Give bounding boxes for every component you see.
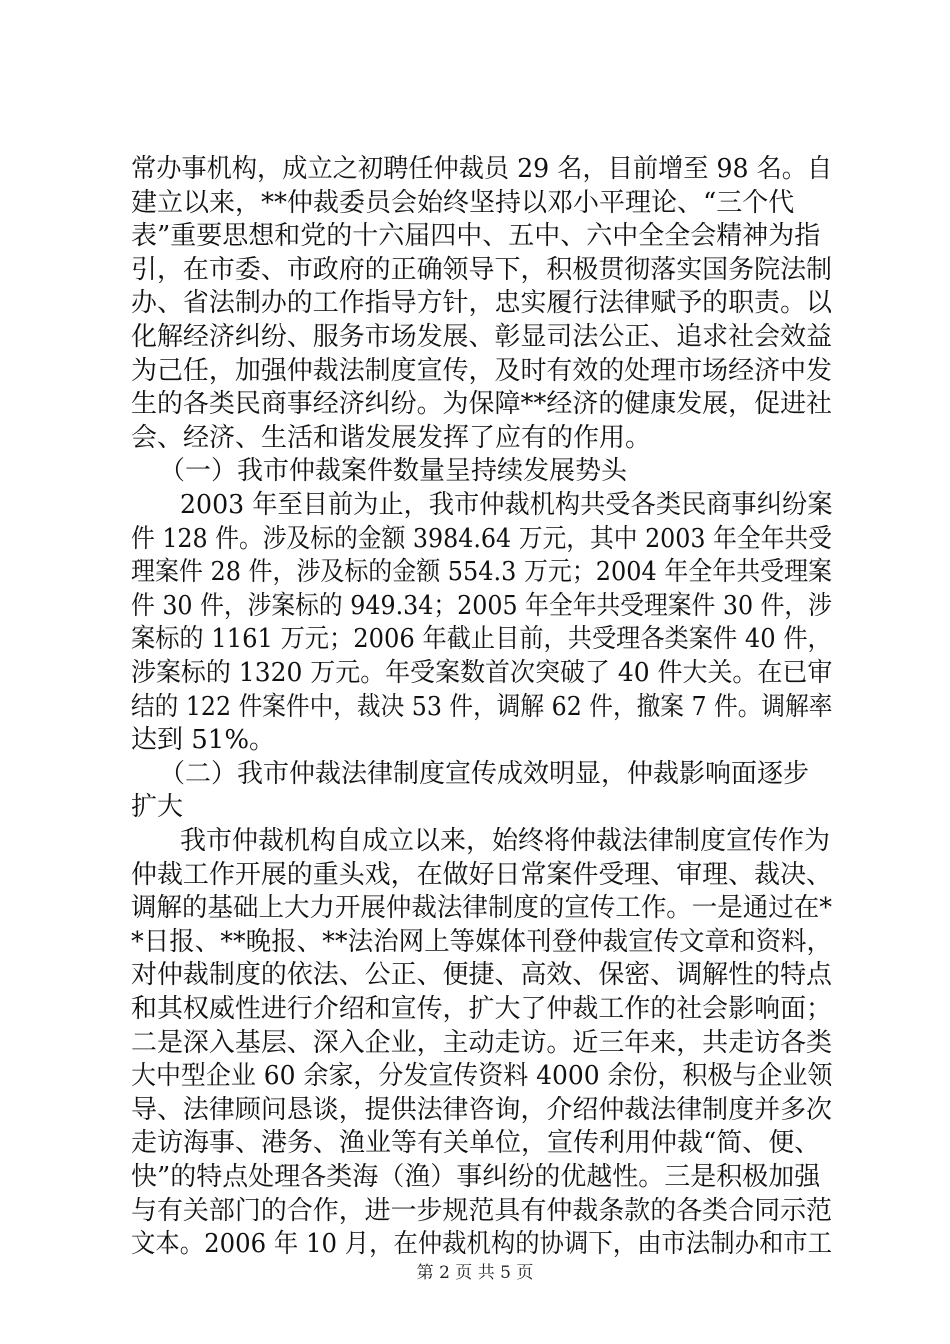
section-heading: （二）我市仲裁法律制度宣传成效明显，仲裁影响面逐步 <box>159 759 810 789</box>
text-line: 涉案标的 1320 万元。年受案数首次突破了 40 件大关。在已审 <box>131 658 833 688</box>
text-line: *日报、**晚报、**法治网上等媒体刊登仲裁宣传文章和资料， <box>131 927 833 957</box>
text-line: 调解的基础上大力开展仲裁法律制度的宣传工作。一是通过在* <box>131 893 833 923</box>
text-line: 二是深入基层、深入企业，主动走访。近三年来，共走访各类 <box>131 1028 833 1058</box>
text-line: 结的 122 件案件中，裁决 53 件，调解 62 件，撤案 7 件。调解率 <box>131 692 833 722</box>
text-line: 化解经济纠纷、服务市场发展、彰显司法公正、追求社会效益 <box>131 322 833 352</box>
text-line: 常办事机构，成立之初聘任仲裁员 29 名，目前增至 98 名。自 <box>131 154 833 184</box>
text-line: 件 128 件。涉及标的金额 3984.64 万元，其中 2003 年全年共受 <box>131 524 832 554</box>
text-line: 引，在市委、市政府的正确领导下，积极贯彻落实国务院法制 <box>131 255 833 285</box>
text-line: 文本。2006 年 10 月，在仲裁机构的协调下，由市法制办和市工 <box>131 1229 833 1259</box>
text-line: 理案件 28 件，涉及标的金额 554.3 万元；2004 年全年共受理案 <box>131 557 833 587</box>
text-line: 和其权威性进行介绍和宣传，扩大了仲裁工作的社会影响面； <box>131 994 833 1024</box>
text-line: 对仲裁制度的依法、公正、便捷、高效、保密、调解性的特点 <box>131 960 833 990</box>
text-line: 会、经济、生活和谐发展发挥了应有的作用。 <box>131 423 652 453</box>
section-heading-continued: 扩大 <box>131 792 184 822</box>
text-line: 导、法律顾问恳谈，提供法律咨询，介绍仲裁法律制度并多次 <box>131 1095 833 1125</box>
text-line: 表”重要思想和党的十六届四中、五中、六中全全会精神为指 <box>131 221 821 251</box>
text-line: 件 30 件，涉案标的 949.34；2005 年全年共受理案件 30 件，涉 <box>131 591 832 621</box>
text-line: 办、省法制办的工作指导方针，忠实履行法律赋予的职责。以 <box>131 288 833 318</box>
text-line: 仲裁工作开展的重头戏，在做好日常案件受理、审理、裁决、 <box>131 860 833 890</box>
text-line: 2003 年至目前为止，我市仲裁机构共受各类民商事纠纷案 <box>180 490 833 520</box>
text-line: 建立以来，**仲裁委员会始终坚持以邓小平理论、“三个代 <box>131 188 795 218</box>
text-line: 生的各类民商事经济纠纷。为保障**经济的健康发展，促进社 <box>131 389 833 419</box>
section-heading: （一）我市仲裁案件数量呈持续发展势头 <box>159 456 628 486</box>
text-line: 与有关部门的合作，进一步规范具有仲裁条款的各类合同示范 <box>131 1196 833 1226</box>
text-line: 为己任，加强仲裁法制度宣传，及时有效的处理市场经济中发 <box>131 356 833 386</box>
text-line: 走访海事、港务、渔业等有关单位，宣传利用仲裁“简、便、 <box>131 1128 821 1158</box>
text-line: 达到 51%。 <box>131 725 276 755</box>
text-line: 我市仲裁机构自成立以来，始终将仲裁法律制度宣传作为 <box>180 826 831 856</box>
text-line: 大中型企业 60 余家，分发宣传资料 4000 余份，积极与企业领 <box>131 1061 833 1091</box>
text-line: 案标的 1161 万元；2006 年截止目前，共受理各类案件 40 件， <box>131 624 832 654</box>
text-line: 快”的特点处理各类海（渔）事纠纷的优越性。三是积极加强 <box>131 1162 821 1192</box>
page-footer: 第 2 页 共 5 页 <box>416 1263 534 1283</box>
